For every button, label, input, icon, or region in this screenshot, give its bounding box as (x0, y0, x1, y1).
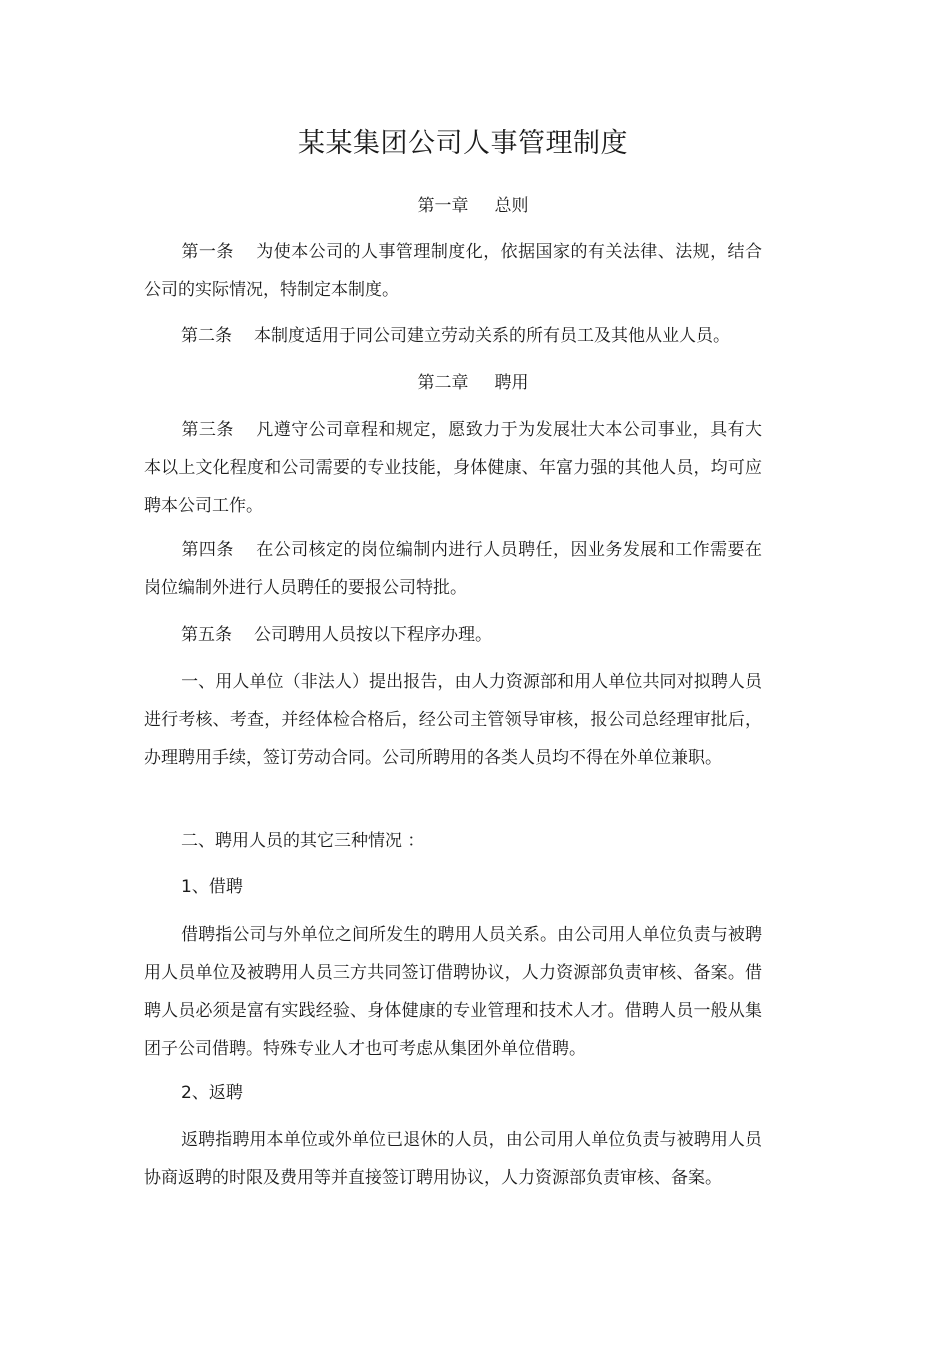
chapter-name: 聘用 (494, 373, 529, 393)
article-label: 第三条 (181, 420, 234, 440)
paragraph-text: 返聘指聘用本单位或外单位已退休的人员，由公司用人单位负责与被聘用人员协商返聘的时限及费用等并直接签订聘用协议，人力资源部负责审核、备案。 (144, 1130, 762, 1188)
article-label: 第一条 (181, 242, 234, 262)
article-2 (181, 323, 730, 349)
article-4 (144, 531, 762, 607)
article-label: 第二条 (181, 326, 232, 346)
procedure-item-2: 二、聘用人员的其它三种情况 ： (181, 831, 425, 851)
article-label: 第四条 (181, 540, 234, 560)
article-5 (181, 622, 492, 648)
article-text: 为使本公司的人事管理制度化，依据国家的有关法律、法规，结合公司的实际情况，特制定本制度。 (144, 242, 763, 300)
article-label: 第五条 (181, 625, 232, 645)
procedure-item-1 (144, 663, 762, 777)
article-text: 凡遵守公司章程和规定，愿致力于为发展壮大本公司事业，具有大本以上文化程度和公司需要的专业技能，身体健康、年富力强的其他人员，均可应聘本公司工作。 (144, 420, 763, 516)
chapter-2-heading (0, 370, 946, 396)
sub-heading-borrowed-hire: 1、借聘 (181, 877, 243, 897)
borrowed-hire-paragraph (144, 916, 762, 1068)
item-text: 一、用人单位（非法人）提出报告，由人力资源部和用人单位共同对拟聘人员进行考核、考查，并经体检合格后，经公司主管领导审核，报公司总经理审批后，办理聘用手续，签订劳动合同。公司所聘用的各类人员均不得在外单位兼职。 (144, 672, 762, 768)
chapter-number: 第一章 (417, 196, 469, 216)
chapter-1-heading (0, 193, 946, 219)
paragraph-text: 借聘指公司与外单位之间所发生的聘用人员关系。由公司用人单位负责与被聘用人员单位及被聘用人员三方共同签订借聘协议，人力资源部负责审核、备案。借聘人员必须是富有实践经验、身体健康的专业管理和技术人才。借聘人员一般从集团子公司借聘。特殊专业人才也可考虑从集团外单位借聘。 (144, 925, 762, 1059)
rehire-paragraph (144, 1121, 762, 1197)
chapter-name: 总则 (494, 196, 529, 216)
chapter-number: 第二章 (417, 373, 469, 393)
article-text: 在公司核定的岗位编制内进行人员聘任，因业务发展和工作需要在岗位编制外进行人员聘任的要报公司特批。 (144, 540, 763, 598)
article-text: 公司聘用人员按以下程序办理。 (254, 625, 492, 645)
sub-heading-rehire: 2、返聘 (181, 1083, 243, 1103)
article-3 (144, 411, 762, 525)
document-title: 某某集团公司人事管理制度 (298, 128, 628, 159)
article-text: 本制度适用于同公司建立劳动关系的所有员工及其他从业人员。 (254, 326, 730, 346)
article-1 (144, 233, 762, 309)
